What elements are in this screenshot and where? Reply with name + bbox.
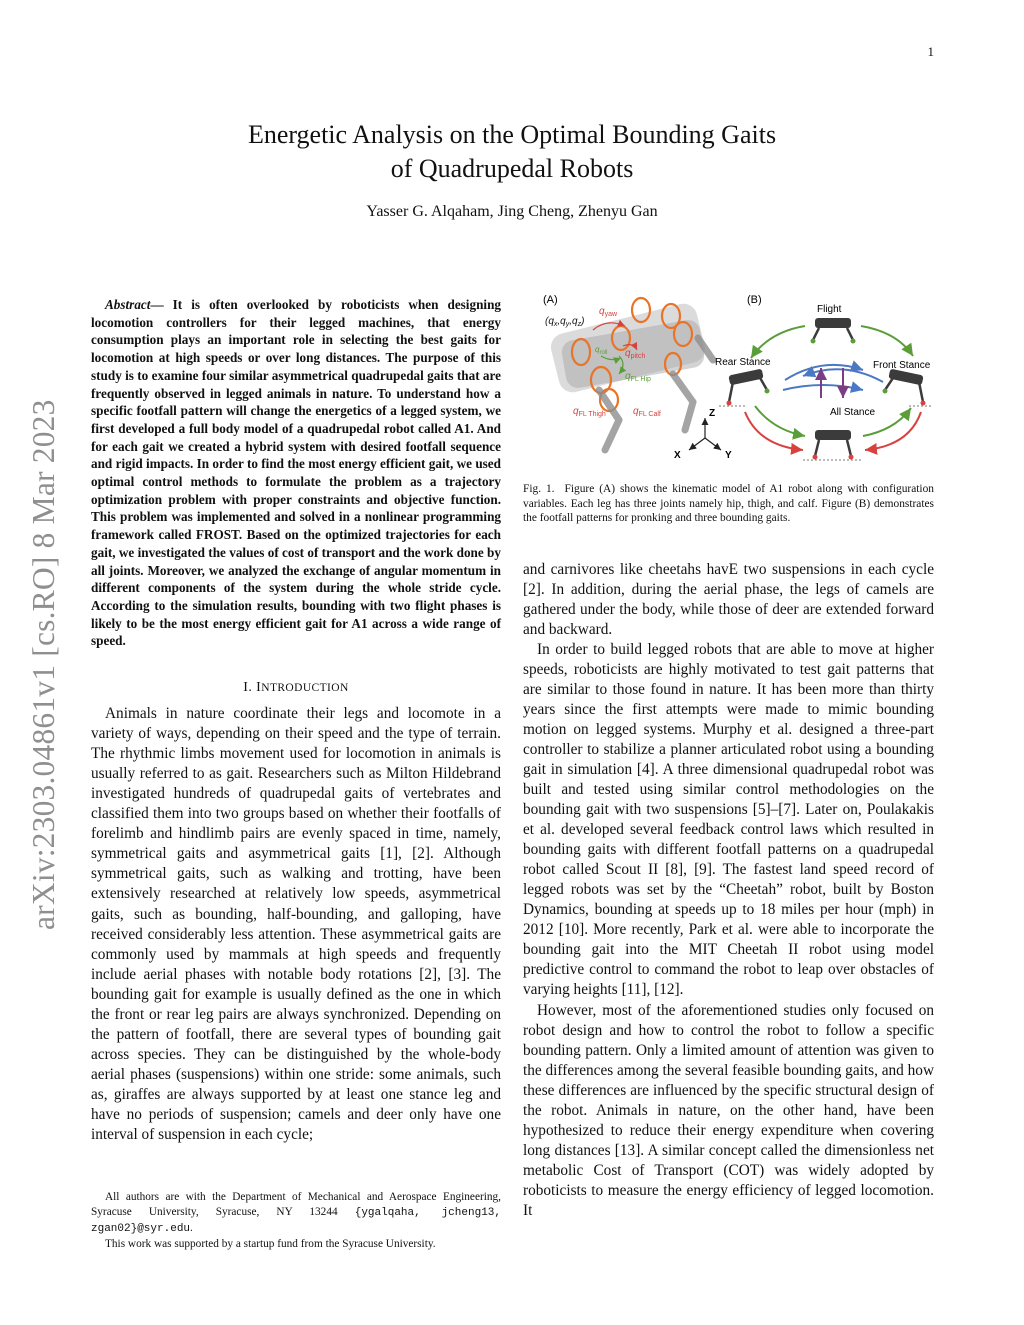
section-title-rest: NTRODUCTION <box>261 682 349 695</box>
caption-text: Figure (A) shows the kinematic model of A1 robot along with configuration variables. Each leg has three joints namely hip, thigh, and calf. Figure (B) demonstrates the footfall patterns for pronking and three bounding gaits. <box>523 483 934 524</box>
right-paragraph-2: In order to build legged robots that are able to move at higher speeds, roboticists are highly motivated to test gait patterns that are similar to those found in nature. It has been more than thirty years since the first attempts were made to mimic bounding motion on legged systems. Murphy et al. designed a three-part controller to stabilize a planner articulated robot using a bounding gait in simulation [4]. A three dimensional quadrupedal robot was built and tested using similar control methodologies on the bounding gait with two suspensions [5]–[7]. Later on, Poulakakis et al. developed several feedback control laws which resulted in bounding gaits with different footfall patterns on a quadrupedal robot called Scout II [8], [9]. The fastest land speed record of legged robots was set by the “Cheetah” robot, built by Boston Dynamics, bounding at speeds up to 18 miles per hour (mph) in 2012 [10]. More recently, Park et al. were able to incorporate the bounding gait into the MIT Cheetah II robot using model predictive control to command the robot to leap over obstacles of varying heights [11], [12]. <box>523 640 934 999</box>
axis-z-label: Z <box>709 408 716 419</box>
arxiv-identifier: arXiv:2303.04861v1 [cs.RO] 8 Mar 2023 <box>26 399 61 930</box>
section-heading-introduction <box>91 680 501 696</box>
title-line-1: Energetic Analysis on the Optimal Bounding Gaits <box>247 120 777 149</box>
coordinate-axes <box>689 418 721 450</box>
q-fl-calf-label: $q_{FL Calf}$ <box>633 406 661 418</box>
axis-x-label: X <box>674 450 681 461</box>
figure-caption <box>523 482 934 526</box>
q-yaw-label: $q_{yaw}$ <box>599 306 618 318</box>
title-line-2: of Quadrupedal Robots <box>390 154 634 183</box>
figure-1 <box>523 290 934 480</box>
q-roll-label: $q_{roll}$ <box>595 345 608 356</box>
section-numeral: I. <box>243 680 257 696</box>
abstract-lead: Abstract <box>105 297 151 312</box>
state-flight-label: Flight <box>817 304 842 315</box>
right-column <box>523 290 934 1221</box>
abstract-text: It is often overlooked by roboticists when designing locomotion controllers for their legged machines, that energy consumption plays an important role in selecting the best gaits for locomotion at high speeds or over long distances. The purpose of this study is to examine four similar asymmetrical quadrupedal gaits that are frequently observed in legged animals in nature. To understand how a specific footfall pattern will change the energetics of a legged system, we first developed a full body model of a quadrupedal robot called A1. And for each gait we created a hybrid system with desired footfall sequence and rigid impacts. In order to find the most energy efficient gait, we used optimal control methods to formulate the problem as a trajectory optimization problem with proper constraints and objective function. This problem was implemented and solved in a nonlinear programming framework called FROST. Based on the optimized trajectories for each gait, we investigated the values of cost of transport and the work done by all joints. Moreover, we analyzed the exchange of angular momentum in different components of the system during the whole stride cycle. According to the simulation results, bounding with two flight phases is likely to be the most energy efficient gait for A1 across a wide range of speed. <box>91 297 501 649</box>
right-paragraph-3: However, most of the aforementioned studies only focused on robot design and how to control the robot to follow a specific bounding pattern. Only a limited amount of attention was given to the differences among the several feasible bounding gaits, and how these differences are influenced by the specific structural design of the robot. Animals in nature, on the other hand, have been hypothesized to reduce their energy expenditure when covering long distances [13]. A similar concept called the dimensionless net metabolic Cost of Transport (COT) was widely adopted by roboticists to measure the energy efficiency of legged locomotion. It <box>523 1001 934 1219</box>
page-number: 1 <box>927 44 934 59</box>
q-fl-hip-label: $q_{FL Hip}$ <box>625 371 651 383</box>
footnote-affiliation <box>91 1190 501 1237</box>
footnote-affiliation-text: All authors are with the Department of Mechanical and Aerospace Engineering, Syracuse University, Syracuse, NY 13244 <box>91 1191 501 1218</box>
footnote-affiliation-end: . <box>190 1222 193 1234</box>
footnote-funding: This work was supported by a startup fund from the Syracuse University. <box>105 1238 436 1250</box>
state-rear-stance-label: Rear Stance <box>715 357 771 368</box>
state-front-stance-label: Front Stance <box>873 360 931 371</box>
footnotes <box>91 1190 501 1252</box>
base-coordinates-label: $(q_x,q_y,q_z)$ <box>545 316 585 328</box>
panel-b-label: (B) <box>747 294 762 306</box>
footnote-emails: {ygalqaha, jcheng13, zgan02}@syr.edu <box>91 1207 501 1235</box>
author-list: Yasser G. Alqaham, Jing Cheng, Zhenyu Gan <box>366 203 658 220</box>
left-column <box>91 296 501 1145</box>
section-initial: I <box>256 680 262 696</box>
caption-label: Fig. 1. <box>523 483 555 495</box>
robot-icon-front-stance <box>883 369 934 406</box>
axis-y-label: Y <box>725 450 732 461</box>
q-fl-thigh-label: $q_{FL Thigh}$ <box>573 406 606 418</box>
q-pitch-label: $q_{pitch}$ <box>625 348 646 360</box>
state-all-stance-label: All Stance <box>830 407 876 418</box>
panel-a-label: (A) <box>543 294 558 306</box>
paper-title <box>0 118 1024 186</box>
figure-1-graphic <box>523 290 934 480</box>
robot-icon-all-stance <box>803 430 863 460</box>
intro-paragraph: Animals in nature coordinate their legs and locomote in a variety of ways, depending on their speed and the type of terrain. The rhythmic limbs movement used for locomotion in animals is usually referred to as gait. Researchers such as Milton Hildebrand investigated hundreds of quadrupedal gaits of vertebrates and classified them into two groups based on whether their footfalls of forelimb and hindlimb pairs are evenly spaced in time, namely, symmetrical gaits and asymmetrical gaits [1], [2]. Although symmetrical gaits, such as walking and trotting, have been extensively researched at relatively low speeds, asymmetrical gaits, such as bounding, half-bounding, and galloping, have received considerably less attention. These asymmetrical gaits are commonly used by mammals at high speeds and frequently include aerial phases with notable body rotations [2], [3]. The bounding gait for example is usually defined as the one in which the front or rear leg pairs are always synchronized. Depending on the pattern of footfall, there are several types of bounding gait across species. They can be distinguished by the whole-body aerial phases (suspensions) within one stride: some animals, such as, giraffes are always supported by at least one stance leg and have no periods of suspension; camels and deer only have one interval of suspension in each cycle; <box>91 705 501 1144</box>
abstract: Abstract— It is often overlooked by roboticists when designing locomotion controllers for their legged machines, that energy consumption plays an important role in selecting the best gaits for locomotion at high speeds or over long distances. The purpose of this study is to examine four similar asymmetrical quadrupedal gaits that are frequently observed in legged animals in nature. To understand how a specific footfall pattern will change the energetics of a legged system, we first developed a full body model of a quadrupedal robot called A1. And for each gait we created a hybrid system with desired footfall sequence and rigid impacts. In order to find the most energy efficient gait, we used optimal control methods to formulate the problem as a trajectory optimization problem with proper constraints and objective function. This problem was implemented and solved in a nonlinear programming framework called FROST. Based on the optimized trajectories for each gait, we investigated the values of cost of transport and the work done by all joints. Moreover, we analyzed the exchange of angular momentum in different components of the system during the whole stride cycle. According to the simulation results, bounding with two flight phases is likely to be the most energy efficient gait for A1 across a wide range of speed. <box>91 297 501 649</box>
right-paragraph-1: and carnivores like cheetahs havE two suspensions in each cycle [2]. In addition, during the aerial phase, the legs of camels are gathered under the body, while those of deer are extended forward and backward. <box>523 560 934 638</box>
robot-icon-flight <box>811 318 856 344</box>
robot-icon-rear-stance <box>719 369 770 406</box>
